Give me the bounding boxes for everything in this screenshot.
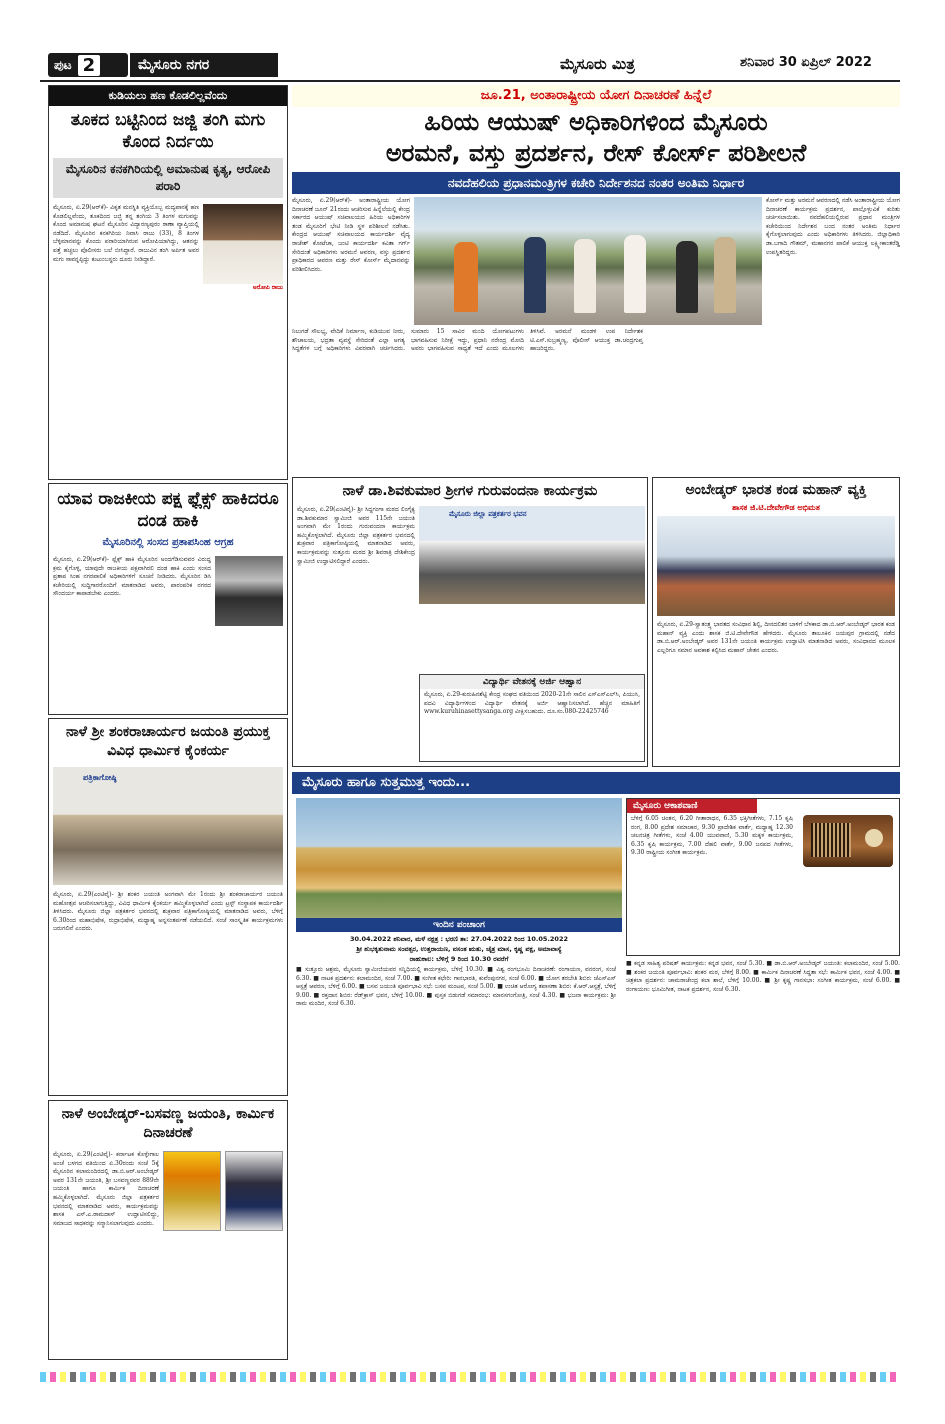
story-headline: ನಾಳೆ ಅಂಬೇಡ್ಕರ್-ಬಸವಣ್ಣ ಜಯಂತಿ, ಕಾರ್ಮಿಕ ದಿನಾಚರಣೆ bbox=[61, 1106, 275, 1141]
events-right: ■ ಕನ್ನಡ ಸಾಹಿತ್ಯ ಪರಿಷತ್ ಕಾರ್ಯಕ್ರಮ: ಕನ್ನಡ ಭವನ, ಸಂಜೆ 5.30. ■ ಡಾ.ಬಿ.ಆರ್.ಅಂಬೇಡ್ಕರ್ ಜಯಂತಿ: ಕಲಾಮಂದಿರ, ಸಂಜೆ 5.00. ■ ಶಂಕರ ಜಯಂತಿ ಪೂರ್ವಭಾವಿ: ಶಂಕರ ಮಠ, ಬೆಳಿಗ್ಗೆ 8.00. ■ ಕಾರ್ಮಿಕ ದಿನಾಚರಣೆ ಸಿದ್ಧತಾ ಸಭೆ: ಕಾರ್ಮಿಕ ಭವನ, ಸಂಜೆ 4.00. ■ ಚಿತ್ರಕಲಾ ಪ್ರದರ್ಶನ: ಚಾಮರಾಜೇಂದ್ರ ಕಲಾ ಶಾಲೆ, ಬೆಳಿಗ್ಗೆ 10.00. ■ ಶ್ರೀ ಕೃಷ್ಣ ಗಾನಸಭಾ: ಸಂಗೀತ ಕಾರ್ಯಕ್ರಮ, ಸಂಜೆ 6.00. ■ ರಂಗಾಯಣ: ಭೂಮಿಗೀತ, ನಾಟಕ ಪ್ರದರ್ಶನ, ಸಂಜೆ 6.30. bbox=[626, 960, 900, 993]
story-guruvandana bbox=[292, 477, 648, 767]
page-number: 2 bbox=[78, 55, 101, 76]
press-photo bbox=[419, 506, 645, 604]
story-body: ಮೈಸೂರು, ಏ.29(ಎಂಟಿವೈ)- ಕರ್ನಾಟಕ ಕೊಳ್ಳೇಗಾಲ ಅಂಚೆ ಬಳಗದ ವತಿಯಿಂದ ಏ.30ರಂದು ಸಂಜೆ 5ಕ್ಕೆ ಮೈಸೂರಿನ ಕಲಾಮಂದಿರದಲ್ಲಿ ಡಾ.ಬಿ.ಆರ್.ಅಂಬೇಡ್ಕರ್ ಅವರ 131ನೇ ಜಯಂತಿ, ಶ್ರೀ ಬಸವಣ್ಣನವರ 889ನೇ ಜಯಂತಿ ಹಾಗೂ ಕಾರ್ಮಿಕ ದಿನಾಚರಣೆ ಹಮ್ಮಿಕೊಳ್ಳಲಾಗಿದೆ. ಮೈಸೂರು ಜಿಲ್ಲಾ ಪತ್ರಕರ್ತರ ಭವನದಲ್ಲಿ ಮಾತನಾಡಿದ ಅವರು, ಕಾರ್ಯಕ್ರಮವನ್ನು ಶಾಸಕ ಎಸ್.ಎ.ರಾಮದಾಸ್ ಉದ್ಘಾಟಿಸಲಿದ್ದು, ಸಮಾಜದ ಸಾಧಕರನ್ನು ಸನ್ಮಾನಿಸಲಾಗುವುದು ಎಂದರು. bbox=[53, 1151, 159, 1227]
scholarship-box bbox=[419, 674, 645, 762]
jayanti-photo bbox=[657, 516, 895, 616]
lead-headline-1: ಹಿರಿಯ ಆಯುಷ್ ಅಧಿಕಾರಿಗಳಿಂದ ಮೈಸೂರು bbox=[424, 108, 768, 136]
lead-kicker: ಜೂ.21, ಅಂತಾರಾಷ್ಟ್ರೀಯ ಯೋಗ ದಿನಾಚರಣೆ ಹಿನ್ನೆಲೆ bbox=[480, 88, 712, 103]
listings-banner: ಮೈಸೂರು ಹಾಗೂ ಸುತ್ತಮುತ್ತ ಇಂದು... bbox=[292, 772, 900, 794]
person-figure bbox=[624, 235, 646, 313]
page-badge bbox=[48, 53, 128, 77]
press-meet-photo bbox=[53, 767, 283, 885]
story-body: ಮೈಸೂರು, ಏ.29-ಸ್ವಾತಂತ್ರ್ಯ ಭಾರತದ ಸಂವಿಧಾನ ಶಿಲ್ಪಿ, ದೀನದಲಿತರ ಬಾಳಿಗೆ ಬೆಳಕಾದ ಡಾ.ಬಿ.ಆರ್.ಅಂಬೇಡ್ಕರ್ ಭಾರತ ಕಂಡ ಮಹಾನ್ ವ್ಯಕ್ತಿ ಎಂದು ಶಾಸಕ ಜಿ.ಟಿ.ದೇವೇಗೌಡ ಹೇಳಿದರು. ಮೈಸೂರು ತಾಲೂಕಿನ ಜಯಪುರ ಗ್ರಾಮದಲ್ಲಿ ನಡೆದ ಡಾ.ಬಿ.ಆರ್.ಅಂಬೇಡ್ಕರ್ ಅವರ 131ನೇ ಜಯಂತಿ ಕಾರ್ಯಕ್ರಮ ಉದ್ಘಾಟಿಸಿ ಮಾತನಾಡಿದ ಅವರು, ಸಂವಿಧಾನದ ಮೂಲಕ ಎಲ್ಲರಿಗೂ ಸಮಾನ ಅವಕಾಶ ಕಲ್ಪಿಸಿದ ಮಹಾನ್ ಚೇತನ ಎಂದರು. bbox=[657, 621, 895, 654]
person-figure bbox=[454, 242, 478, 312]
story-body: ಮೈಸೂರು, ಏ.29(ಎಂಟಿವೈ)- ಶ್ರೀ ಸಿದ್ಧಗಂಗಾ ಮಠದ ಲಿಂಗೈಕ್ಯ ಡಾ.ಶಿವಕುಮಾರ ಸ್ವಾಮೀಜಿ ಅವರ 115ನೇ ಜಯಂತಿ ಅಂಗವಾಗಿ ಮೇ 1ರಂದು ಗುರುವಂದನಾ ಕಾರ್ಯಕ್ರಮ ಹಮ್ಮಿಕೊಳ್ಳಲಾಗಿದೆ. ಮೈಸೂರು ಜಿಲ್ಲಾ ಪತ್ರಕರ್ತರ ಭವನದಲ್ಲಿ ಶುಕ್ರವಾರ ಪತ್ರಿಕಾಗೋಷ್ಠಿಯಲ್ಲಿ ಮಾತನಾಡಿದ ಅವರು, ಕಾರ್ಯಕ್ರಮವನ್ನು ಸುತ್ತೂರು ಮಠದ ಶ್ರೀ ಶಿವರಾತ್ರಿ ದೇಶಿಕೇಂದ್ರ ಸ್ವಾಮೀಜಿ ಉದ್ಘಾಟಿಸಲಿದ್ದಾರೆ ಎಂದರು. bbox=[297, 506, 415, 565]
panchanga-line-3: ರಾಹುಕಾಲ: ಬೆಳಿಗ್ಗೆ 9 ರಿಂದ 10.30 ರವರೆಗೆ bbox=[409, 955, 509, 963]
lead-body-bottom: ನಿಲುಗಡೆ ಸೌಲಭ್ಯ, ವೇದಿಕೆ ನಿರ್ಮಾಣ, ಕುಡಿಯುವ ನೀರು, ಶೌಚಾಲಯ, ಭದ್ರತಾ ವ್ಯವಸ್ಥೆ ಸೇರಿದಂತೆ ಎಲ್ಲಾ ಅಗತ್ಯ ಸಿದ್ಧತೆಗಳ ಬಗ್ಗೆ ಅಧಿಕಾರಿಗಳು ವಿವರವಾಗಿ ಚರ್ಚಿಸಿದರು. ಸುಮಾರು 15 ಸಾವಿರ ಮಂದಿ ಯೋಗಪಟುಗಳು ಭಾಗವಹಿಸುವ ನಿರೀಕ್ಷೆ ಇದ್ದು, ಪ್ರಧಾನಿ ನರೇಂದ್ರ ಮೋದಿ ಅವರು ಭಾಗವಹಿಸುವ ಸಾಧ್ಯತೆ ಇದೆ ಎಂದು ಮೂಲಗಳು ತಿಳಿಸಿವೆ. ಅರಮನೆ ಮಂಡಳಿ ಉಪ ನಿರ್ದೇಶಕ ಟಿ.ಎಸ್.ಸುಬ್ರಹ್ಮಣ್ಯ, ಪೊಲೀಸ್ ಆಯುಕ್ತ ಡಾ.ಚಂದ್ರಗುಪ್ತ ಹಾಜರಿದ್ದರು. bbox=[292, 328, 643, 353]
lead-body-left: ಮೈಸೂರು, ಏ.29(ಆರ್‌ಕೆ)- ಅಂತಾರಾಷ್ಟ್ರೀಯ ಯೋಗ ದಿನಾಚರಣೆ ಜೂನ್ 21ರಂದು ಆಚರಿಸುವ ಹಿನ್ನೆಲೆಯಲ್ಲಿ ಕೇಂದ್ರ ಸರ್ಕಾರದ ಆಯುಷ್ ಸಚಿವಾಲಯದ ಹಿರಿಯ ಅಧಿಕಾರಿಗಳ ತಂಡ ಮೈಸೂರಿಗೆ ಭೇಟಿ ನೀಡಿ ಸ್ಥಳ ಪರಿಶೀಲನೆ ನಡೆಸಿತು. ಕೇಂದ್ರದ ಆಯುಷ್ ಸಚಿವಾಲಯದ ಕಾರ್ಯದರ್ಶಿ ವೈದ್ಯ ರಾಜೇಶ್ ಕೋಟೆಚಾ, ಜಂಟಿ ಕಾರ್ಯದರ್ಶಿ ಕವಿತಾ ಗರ್ಗ್ ಸೇರಿದಂತೆ ಅಧಿಕಾರಿಗಳು ಅರಮನೆ ಆವರಣ, ವಸ್ತು ಪ್ರದರ್ಶನ ಪ್ರಾಧಿಕಾರದ ಆವರಣ ಮತ್ತು ರೇಸ್ ಕೋರ್ಸ್ ಮೈದಾನವನ್ನು ಪರಿಶೀಲಿಸಿದರು. bbox=[292, 197, 410, 273]
story-headline: ಯಾವ ರಾಜಕೀಯ ಪಕ್ಷ ಫ್ಲೆಕ್ಸ್ ಹಾಕಿದರೂ ದಂಡ ಹಾಕಿ bbox=[57, 489, 279, 531]
story-shankara bbox=[48, 718, 288, 1096]
story-headline: ನಾಳೆ ಶ್ರೀ ಶಂಕರಾಚಾರ್ಯರ ಜಯಂತಿ ಪ್ರಯುಕ್ತ ವಿವಿಧ ಧಾರ್ಮಿಕ ಕೈಂಕರ್ಯ bbox=[66, 724, 270, 759]
paper-name: ಮೈಸೂರು ಮಿತ್ರ bbox=[560, 55, 635, 73]
story-headline: ಅಂಬೇಡ್ಕರ್ ಭಾರತ ಕಂಡ ಮಹಾನ್ ವ್ಯಕ್ತಿ bbox=[685, 482, 867, 498]
story-subhead: ಮೈಸೂರಿನಲ್ಲಿ ಸಂಸದ ಪ್ರತಾಪಸಿಂಹ ಆಗ್ರಹ bbox=[102, 537, 234, 548]
lead-photo bbox=[414, 197, 762, 325]
person-figure bbox=[574, 239, 596, 313]
story-body: ಮೈಸೂರು, ಏ.29(ಎಂಟಿವೈ)- ಶ್ರೀ ಶಂಕರ ಜಯಂತಿ ಅಂಗವಾಗಿ ಮೇ 1ರಂದು ಶ್ರೀ ಶಂಕರಾಚಾರ್ಯರ ಜಯಂತಿ ಮಹೋತ್ಸವ ಆಚರಿಸಲಾಗುತ್ತಿದ್ದು, ವಿವಿಧ ಧಾರ್ಮಿಕ ಕೈಂಕರ್ಯ ಹಮ್ಮಿಕೊಳ್ಳಲಾಗಿದೆ ಎಂದು ಟ್ರಸ್ಟ್ ಸಂಸ್ಥಾಪಕ ಕಾರ್ಯದರ್ಶಿ ತಿಳಿಸಿದರು. ಮೈಸೂರು ಜಿಲ್ಲಾ ಪತ್ರಕರ್ತರ ಭವನದಲ್ಲಿ ಶುಕ್ರವಾರ ಪತ್ರಿಕಾಗೋಷ್ಠಿಯಲ್ಲಿ ಮಾತನಾಡಿದ ಅವರು, ಬೆಳಿಗ್ಗೆ 6.30ರಿಂದ ಮಹಾಭಿಷೇಕ, ರುದ್ರಾಭಿಷೇಕ, ಮಧ್ಯಾಹ್ನ ಅನ್ನಸಂತರ್ಪಣೆ ನಡೆಯಲಿದೆ. ಸಂಜೆ ಸಾಂಸ್ಕೃತಿಕ ಕಾರ್ಯಕ್ರಮಗಳು ಜರುಗಲಿವೆ ಎಂದರು. bbox=[53, 891, 283, 933]
page-label: ಪುಟ bbox=[54, 57, 72, 72]
photo-banner: ಪತ್ರಿಕಾಗೋಷ್ಠಿ bbox=[83, 773, 117, 782]
ambedkar-portrait bbox=[225, 1151, 283, 1231]
story-subhead: ಶಾಸಕ ಜಿ.ಟಿ.ದೇವೇಗೌಡ ಅಭಿಮತ bbox=[732, 503, 820, 512]
person-figure bbox=[524, 237, 546, 313]
story-flex bbox=[48, 483, 288, 715]
section-name: ಮೈಸೂರು ನಗರ bbox=[128, 53, 278, 77]
story-murder bbox=[48, 85, 288, 480]
portraits bbox=[163, 1151, 283, 1231]
story-headline: ತೂಕದ ಬಟ್ಟಿನಿಂದ ಜಜ್ಜಿ ತಂಗಿ ಮಗು ಕೊಂದ ನಿರ್ದಯಿ bbox=[70, 110, 266, 152]
palace-photo bbox=[296, 798, 622, 918]
panchanga-line-2: ಶ್ರೀ ಶುಭಕೃತುನಾಮ ಸಂವತ್ಸರ, ಉತ್ತರಾಯಣ, ವಸಂತ ಋತು, ಚೈತ್ರ ಮಾಸ, ಕೃಷ್ಣ ಪಕ್ಷ, ಅಮಾವಾಸ್ಯೆ bbox=[356, 945, 562, 953]
registration-marks bbox=[40, 1372, 900, 1382]
akashvani-title: ಮೈಸೂರು ಆಕಾಶವಾಣಿ bbox=[627, 799, 757, 813]
person-figure bbox=[676, 241, 698, 313]
story-body: ಮೈಸೂರು, ಏ.29(ಆರ್‌ಕೆ)- ಫ್ಲೆಕ್ಸ್ ಹಾಕಿ ಮೈಸೂರಿನ ಅಂದಗೆಡಿಸುವವರ ವಿರುದ್ಧ ಕ್ರಮ ಕೈಗೊಳ್ಳಿ, ಯಾವುದೇ ರಾಜಕೀಯ ಪಕ್ಷವಾಗಿರಲಿ ದಂಡ ಹಾಕಿ ಎಂದು ಸಂಸದ ಪ್ರತಾಪ ಸಿಂಹ ನಗರಪಾಲಿಕೆ ಅಧಿಕಾರಿಗಳಿಗೆ ಸೂಚನೆ ನೀಡಿದರು. ಮೈಸೂರಿನ ಡಿಸಿ ಕಚೇರಿಯಲ್ಲಿ ಸುದ್ದಿಗಾರರೊಂದಿಗೆ ಮಾತನಾಡಿದ ಅವರು, ಪಾರಂಪರಿಕ ನಗರದ ಸೌಂದರ್ಯ ಕಾಪಾಡಬೇಕು ಎಂದರು. bbox=[53, 556, 211, 598]
akashvani-body: ಬೆಳಿಗ್ಗೆ 6.05 ಚಿಂತನ, 6.20 ಗೀತಾರಾಧನ, 6.35 ಭಕ್ತಿಗೀತೆಗಳು, 7.15 ಕೃಷಿ ರಂಗ, 8.00 ಪ್ರದೇಶ ಸಮಾಚಾರ, 9.30 ಪ್ರಾದೇಶಿಕ ವಾರ್ತೆ, ಮಧ್ಯಾಹ್ನ 12.30 ಚಲನಚಿತ್ರ ಗೀತೆಗಳು, ಸಂಜೆ 4.00 ಯುವವಾಣಿ, 5.30 ಮಕ್ಕಳ ಕಾರ್ಯಕ್ರಮ, 6.35 ಕೃಷಿ ಕಾರ್ಯಕ್ರಮ, 7.00 ದೆಹಲಿ ವಾರ್ತೆ, 9.00 ಜನಪದ ಗೀತೆಗಳು, 9.30 ರಾಷ್ಟ್ರೀಯ ಸಂಗೀತ ಕಾರ್ಯಕ್ರಮ. bbox=[631, 815, 793, 857]
story-kicker: ಕುಡಿಯಲು ಹಣ ಕೊಡಲಿಲ್ಲವೆಂದು bbox=[49, 86, 287, 106]
story-body: ಮೈಸೂರು, ಏ.29(ಆರ್‌ಕೆ)- ವಿಕೃತ ಮನಸ್ಥಿತಿ ವ್ಯಕ್ತಿಯೊಬ್ಬ ಮದ್ಯಪಾನಕ್ಕೆ ಹಣ ಕೊಡಲಿಲ್ಲವೆಂದು, ತೂಕದಿಂದ ಜಜ್ಜಿ ತನ್ನ ತಂಗಿಯ 3 ತಿಂಗಳ ಮಗುವನ್ನು ಕೊಂದ ಅಮಾನುಷ ಘಟನೆ ಮೈಸೂರಿನ ವಿದ್ಯಾರಣ್ಯಪುರಂ ಠಾಣಾ ವ್ಯಾಪ್ತಿಯಲ್ಲಿ ನಡೆದಿದೆ. ಮೈಸೂರಿನ ಕನಕಗಿರಿಯ ನಿವಾಸಿ ರಾಜು (33), 8 ತಿಂಗಳ ಬೆಳ್ಳಿಮಾನವನ್ನು ಕೊಂದು ಪರಾರಿಯಾಗಿರುವ ಆರೋಪಿಯಾಗಿದ್ದು, ಆತನನ್ನು ಪತ್ತೆ ಹಚ್ಚಲು ಪೊಲೀಸರು ಬಲೆ ಬೀಸಿದ್ದಾರೆ. ರಾಜುವಿನ ತಂಗಿ ಅರ್ಪಿತ ಅವರ ಮಗು ಸಾವನ್ನಪ್ಪಿದ್ದು ಕುಟುಂಬಸ್ಥರು ದೂರು ನೀಡಿದ್ದಾರೆ. bbox=[53, 204, 199, 263]
lead-subhead: ನವದೆಹಲಿಯ ಪ್ರಧಾನಮಂತ್ರಿಗಳ ಕಚೇರಿ ನಿರ್ದೇಶನದ ನಂತರ ಅಂತಿಮ ನಿರ್ಧಾರ bbox=[292, 172, 900, 194]
person-figure bbox=[714, 237, 736, 313]
events-left: ■ ಸುತ್ತೂರು ಆಶ್ರಮ, ಮೈಸೂರು ಸ್ವಾಮೀಜಿಯವರ ಸನ್ನಿಧಿಯಲ್ಲಿ ಕಾರ್ಯಕ್ರಮ, ಬೆಳಿಗ್ಗೆ 10.30. ■ ವಿಶ್ವ ರಂಗಭೂಮಿ ದಿನಾಚರಣೆ: ರಂಗಾಯಣ, ವನರಂಗ, ಸಂಜೆ 6.30. ■ ನಾಟಕ ಪ್ರದರ್ಶನ: ಕಲಾಮಂದಿರ, ಸಂಜೆ 7.00. ■ ಸಂಗೀತ ಕಛೇರಿ: ಗಾನಭಾರತಿ, ಕುವೆಂಪುನಗರ, ಸಂಜೆ 6.00. ■ ಯೋಗ ತರಬೇತಿ ಶಿಬಿರ: ಜೆಎಸ್‌ಎಸ್ ಆಸ್ಪತ್ರೆ ಆವರಣ, ಬೆಳಿಗ್ಗೆ 6.00. ■ ಬಸವ ಜಯಂತಿ ಪೂರ್ವಭಾವಿ ಸಭೆ: ಬಸವ ಮಂಟಪ, ಸಂಜೆ 5.00. ■ ಉಚಿತ ಆರೋಗ್ಯ ತಪಾಸಣಾ ಶಿಬಿರ: ಕೆ.ಆರ್.ಆಸ್ಪತ್ರೆ, ಬೆಳಿಗ್ಗೆ 9.00. ■ ರಕ್ತದಾನ ಶಿಬಿರ: ರೆಡ್‌ಕ್ರಾಸ್ ಭವನ, ಬೆಳಿಗ್ಗೆ 10.00. ■ ಪುಸ್ತಕ ಬಿಡುಗಡೆ ಸಮಾರಂಭ: ಮಾನಸಗಂಗೋತ್ರಿ, ಸಂಜೆ 4.30. ■ ಭಜನಾ ಕಾರ್ಯಕ್ರಮ: ಶ್ರೀ ರಾಮ ಮಂದಿರ, ಸಂಜೆ 6.30. bbox=[296, 966, 616, 1008]
accused-photo bbox=[203, 204, 283, 296]
masthead-rule bbox=[40, 80, 900, 82]
basavanna-portrait bbox=[163, 1151, 221, 1231]
radio-icon bbox=[803, 815, 893, 867]
photo-banner: ಮೈಸೂರು ಜಿಲ್ಲಾ ಪತ್ರಕರ್ತರ ಭವನ bbox=[449, 510, 527, 518]
story-subhead: ಮೈಸೂರಿನ ಕನಕಗಿರಿಯಲ್ಲಿ ಅಮಾನುಷ ಕೃತ್ಯ, ಆರೋಪಿ ಪರಾರಿ bbox=[53, 158, 283, 198]
lead-kicker-bar bbox=[292, 85, 900, 107]
story-ambedkar-jayanti bbox=[48, 1100, 288, 1360]
lead-headline-2: ಅರಮನೆ, ವಸ್ತು ಪ್ರದರ್ಶನ, ರೇಸ್ ಕೋರ್ಸ್ ಪರಿಶೀಲನೆ bbox=[385, 139, 807, 167]
panchanga-line-1: 30.04.2022 ಶನಿವಾರ, ಮಳೆ ನಕ್ಷತ್ರ : ಭರಣಿ ತಾ: 27.04.2022 ರಿಂದ 10.05.2022 bbox=[349, 935, 569, 943]
box-title: ವಿದ್ಯಾರ್ಥಿ ವೇತನಕ್ಕೆ ಅರ್ಜಿ ಆಹ್ವಾನ bbox=[420, 675, 644, 689]
akashvani-box bbox=[626, 798, 900, 956]
lead-body-right: ಕೋರ್ಸ್ ಮತ್ತು ಅರಮನೆ ಆವರಣದಲ್ಲಿ ನಡೆಸಿ ಅಂತಾರಾಷ್ಟ್ರೀಯ ಯೋಗ ದಿನಾಚರಣೆ ಕಾರ್ಯಕ್ರಮ ಪ್ರದರ್ಶನ, ಪಾಲ್ಗೊಳ್ಳುವಿಕೆ ಕುರಿತು ಚರ್ಚಿಸಲಾಯಿತು. ನವದೆಹಲಿಯಲ್ಲಿರುವ ಪ್ರಧಾನ ಮಂತ್ರಿಗಳ ಕಚೇರಿಯಿಂದ ನಿರ್ದೇಶನ ಬಂದ ನಂತರ ಅಂತಿಮ ನಿರ್ಧಾರ ಕೈಗೊಳ್ಳಲಾಗುವುದು ಎಂದು ಅಧಿಕಾರಿಗಳು ತಿಳಿಸಿದರು. ಜಿಲ್ಲಾಧಿಕಾರಿ ಡಾ.ಬಗಾದಿ ಗೌತಮ್, ಮಹಾನಗರ ಪಾಲಿಕೆ ಆಯುಕ್ತ ಲಕ್ಷ್ಮೀಕಾಂತರೆಡ್ಡಿ ಉಪಸ್ಥಿತರಿದ್ದರು. bbox=[766, 197, 900, 256]
story-headline: ನಾಳೆ ಡಾ.ಶಿವಕುಮಾರ ಶ್ರೀಗಳ ಗುರುವಂದನಾ ಕಾರ್ಯಕ್ರಮ bbox=[342, 483, 598, 499]
photo-caption: ಅರೋಪಿ ರಾಜು bbox=[252, 284, 283, 291]
issue-date: ಶನಿವಾರ 30 ಏಪ್ರಿಲ್ 2022 bbox=[740, 55, 872, 70]
story-ambedkar bbox=[652, 477, 900, 767]
box-body: ಮೈಸೂರು, ಏ.29-ಕುರುಹಿನಶೆಟ್ಟಿ ಕೇಂದ್ರ ಸಂಘದ ವತಿಯಿಂದ 2020-21ನೇ ಸಾಲಿನ ಎಸ್‌ಎಸ್‌ಎಲ್‌ಸಿ, ಪಿಯುಸಿ, ಪದವಿ ವಿದ್ಯಾರ್ಥಿಗಳಿಂದ ವಿದ್ಯಾರ್ಥಿ ವೇತನಕ್ಕೆ ಅರ್ಜಿ ಆಹ್ವಾನಿಸಲಾಗಿದೆ. ಹೆಚ್ಚಿನ ಮಾಹಿತಿಗೆ www.kuruhinasettysanga.org ವೀಕ್ಷಿಸಬಹುದು. ದೂ.ಸಂ.080-22425746 bbox=[424, 691, 640, 716]
panchanga-title: ಇಂದಿನ ಪಂಚಾಂಗ bbox=[296, 918, 622, 932]
mp-photo bbox=[215, 556, 283, 626]
